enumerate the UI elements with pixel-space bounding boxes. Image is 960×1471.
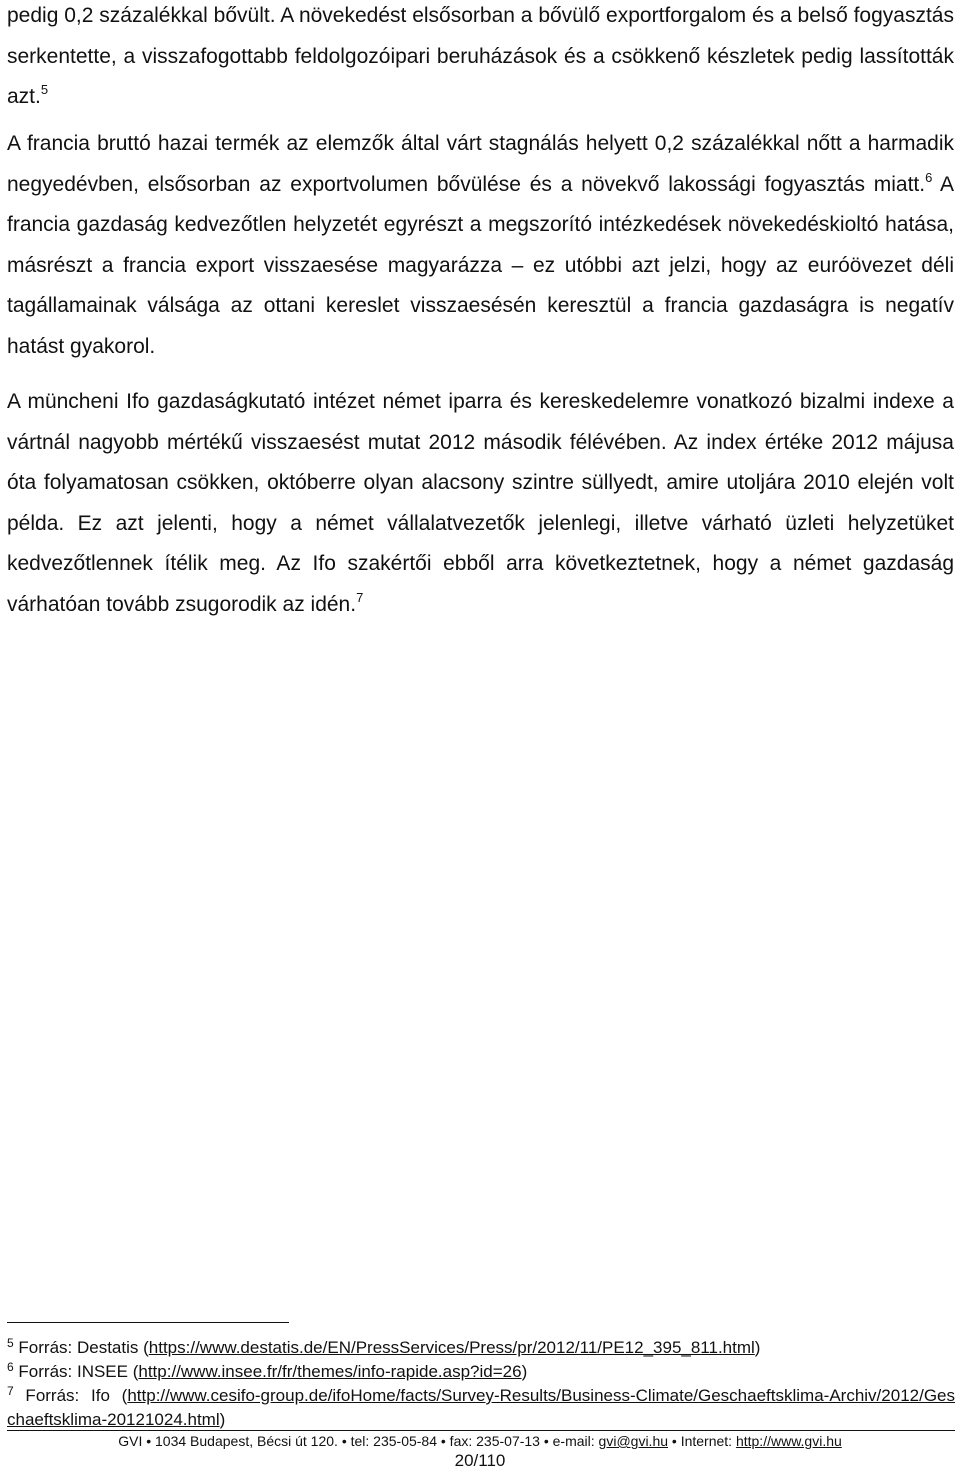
footnote-link-destatis[interactable]: https://www.destatis.de/EN/PressServices/Press/pr/2012/11/PE12_395_811.html <box>148 1338 755 1357</box>
footnote-suffix: ) <box>219 1410 226 1429</box>
footnote-number: 6 <box>7 1360 14 1374</box>
footnote-5 <box>7 1336 955 1360</box>
paragraph-2-text-b: A francia gazdaság kedvezőtlen helyzetét egyrészt a megszorító intézkedések növekedéskioltó hatása, másrészt a francia export visszaesése magyarázza – ez utóbbi azt jelzi, hogy az euróövezet déli tagállamainak válsága az ottani kereslet visszaesésén keresztül a francia gazdaságra is negatív hatást gyakorol. <box>7 172 955 358</box>
paragraph-2 <box>7 124 954 367</box>
page-number: 20/110 <box>454 1451 506 1470</box>
footnote-ref-5[interactable]: 5 <box>40 82 49 97</box>
footnote-6 <box>7 1360 955 1384</box>
footnote-number: 7 <box>7 1384 14 1398</box>
footer-separator <box>7 1430 955 1431</box>
footnote-link-ifo[interactable]: http://www.cesifo-group.de/ifoHome/facts/Survey-Results/Business-Climate/Geschaeftsklima-Archiv/2012/Geschaeftsklima-20121024.html <box>7 1386 955 1429</box>
paragraph-2-text-a: A francia bruttó hazai termék az elemzők által várt stagnálás helyett 0,2 százalékkal nőtt a harmadik negyedévben, elsősorban az exportvolumen bővülése és a növekvő lakossági fogyasztás miatt. <box>7 132 954 196</box>
footnote-ref-6[interactable]: 6 <box>925 169 933 185</box>
footnote-separator <box>7 1322 289 1323</box>
footnote-prefix: Forrás: Destatis ( <box>13 1338 149 1357</box>
footer-website-link[interactable]: http://www.gvi.hu <box>735 1433 842 1449</box>
footnote-number: 5 <box>7 1336 14 1350</box>
paragraph-1-text: pedig 0,2 százalékkal bővült. A növekedést elsősorban a bővülő exportforgalom és a belső fogyasztás serkentette, a visszafogottabb feldolgozóipari beruházások és a csökkenő készletek pedig lassították azt. <box>7 4 954 108</box>
footnotes <box>7 1336 955 1432</box>
footnote-prefix: Forrás: INSEE ( <box>13 1362 139 1381</box>
footnote-suffix: ) <box>754 1338 761 1357</box>
footnote-link-insee[interactable]: http://www.insee.fr/fr/themes/info-rapide.asp?id=26 <box>138 1362 522 1381</box>
footer-email-link[interactable]: gvi@gvi.hu <box>598 1433 669 1449</box>
footnote-prefix: Forrás: Ifo ( <box>13 1386 128 1405</box>
footnote-7 <box>7 1384 955 1432</box>
footnote-ref-7[interactable]: 7 <box>356 589 364 605</box>
paragraph-3-text: A müncheni Ifo gazdaságkutató intézet német iparra és kereskedelemre vonatkozó bizalmi indexe a vártnál nagyobb mértékű visszaesést mutat 2012 második félévében. Az index értéke 2012 májusa óta folyamatosan csökken, októberre olyan alacsony szintre süllyedt, amire utoljára 2010 elején volt példa. Ez azt jelenti, hogy a német vállalatvezetők jelenlegi, illetve várható üzleti helyzetüket kedvezőtlennek ítélik meg. Az Ifo szakértői ebből arra következtetnek, hogy a német gazdaság várhatóan tovább zsugorodik az idén. <box>7 390 954 616</box>
paragraph-3 <box>7 382 954 625</box>
paragraph-1 <box>7 0 954 118</box>
footnote-suffix: ) <box>521 1362 528 1381</box>
footer-address: GVI • 1034 Budapest, Bécsi út 120. • tel: 235-05-84 • fax: 235-07-13 • e-mail: <box>118 1433 599 1449</box>
footer-internet-label: • Internet: <box>668 1433 736 1449</box>
page-footer <box>0 1432 960 1450</box>
